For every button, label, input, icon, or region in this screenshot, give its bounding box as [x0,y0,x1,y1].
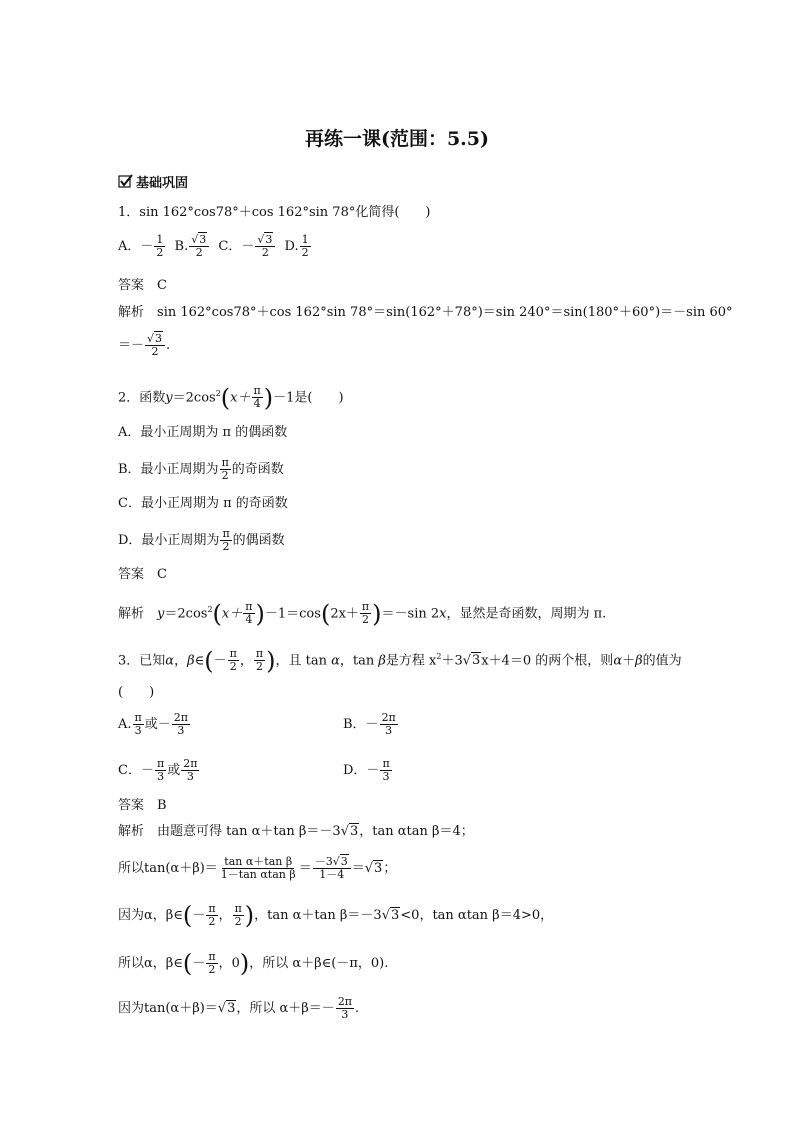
q2-option-b: B．最小正周期为 $\frac{\pi}{2}$ 的奇函数 [118,456,284,482]
q3-option-a: A. $\frac{\pi}{3}$ 或－ $\frac{2\pi}{3}$ [118,711,189,737]
q3-option-c: C．－ $\frac{\pi}{3}$ 或 $\frac{2\pi}{3}$ [118,757,198,783]
q3-explanation-4: 所以α，β∈(－ $\frac{\pi}{2}$ ，0)，所以 α＋β∈(－π，0). [118,949,389,978]
q3-explanation-5: 因为tan(α＋β)＝√3，所以 α＋β＝－ $\frac{2\pi}{3}$ . [118,995,360,1021]
q3-answer: 答案 B [118,798,167,813]
q3-explanation-3: 因为α，β∈(－ $\frac{\pi}{2}$ ， $\frac{\pi}{2}$ )，tan α＋tan β＝－3√3<0，tan αtan β＝4>0， [118,901,554,930]
q3-explanation-2: 所以tan(α＋β)＝ $\frac{\text{tan α＋tan β}}{\text{1－tan αtan β}}$ ＝ $\frac{-3√3}{1-4}$ ＝√3； [118,855,397,881]
q1-explanation: 解析 sin 162°cos78°＋cos 162°sin 78°＝sin(162°＋78°)＝sin 240°＝sin(180°＋60°)＝－sin 60° [118,305,733,320]
checkbox-check-icon [118,174,133,189]
section-title: 基础巩固 [136,176,189,191]
q3-paren: ( ) [118,685,155,700]
q2-answer: 答案 C [118,567,167,582]
q1-stem: 1．sin 162°cos78°＋cos 162°sin 78°化简得( ) [118,205,431,220]
page-title: 再练一课(范围：5.5) [304,128,490,150]
q2-explanation: 解析 $y=2\cos^2(x+$ $\frac{\pi}{4}$ )－1＝cos(2x＋ $\frac{\pi}{2}$ )＝－sin 2x，显然是奇函数，周期为 π. [118,599,607,628]
q3-explanation-1: 解析 由题意可得 tan α＋tan β＝－3√3，tan αtan β＝4； [118,824,474,839]
q1-option-b: B. $\frac{√3}{2}$ [175,239,211,254]
q3-stem: 3．已知α，β∈(－ $\frac{\pi}{2}$ ， $\frac{\pi}{2}$ )，且 tan α，tan β是方程 $x^2+3√3x+4=0$ 的两个根，则α＋β的值为 [118,646,682,675]
q1-option-a: A．－ $\frac{1}{2}$ [118,233,164,259]
q1-option-d: D. $\frac{1}{2}$ [284,233,309,259]
q1-options [118,234,312,259]
q2-option-d: D．最小正周期为 $\frac{\pi}{2}$ 的偶函数 [118,527,285,553]
q2-option-a: A．最小正周期为 π 的偶函数 [118,425,288,440]
q1-answer: 答案 C [118,278,167,293]
q3-option-b: B．－ $\frac{2\pi}{3}$ [343,711,396,737]
q1-option-c: C．－ $\frac{√3}{2}$ [218,239,276,254]
q3-option-d: D．－ $\frac{\pi}{3}$ [343,757,390,783]
q2-stem: 2．函数$y=2\cos^2(x+$ $\frac{\pi}{4}$ )－1是( ) [118,383,344,412]
q2-option-c: C．最小正周期为 π 的奇函数 [118,496,288,511]
section-header [118,172,188,191]
q1-explanation-cont: ＝－ $\frac{√3}{2}$ . [118,332,171,358]
